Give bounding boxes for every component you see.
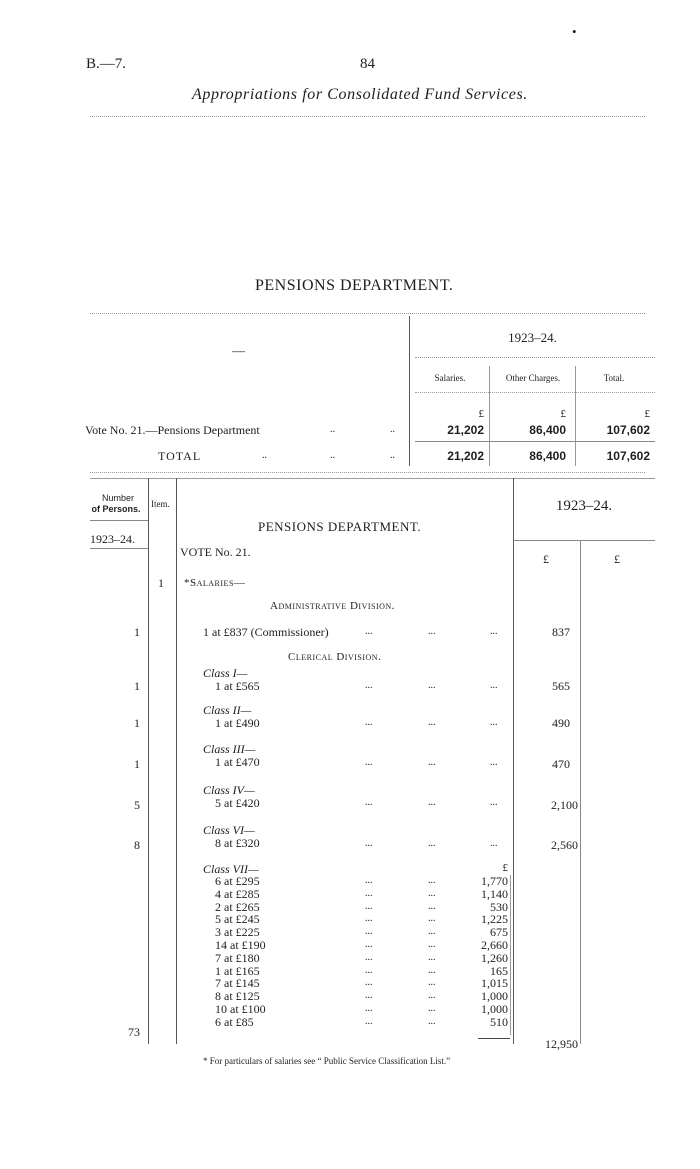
class-7-row-amount: 2,660 <box>481 938 508 952</box>
class-7-currency: £ <box>502 862 508 874</box>
hdr-of-persons: of Persons. <box>91 504 141 514</box>
class-4-dots-1: ... <box>365 797 373 808</box>
page-subtitle: Appropriations for Consolidated Fund Services. <box>192 86 528 103</box>
class-7-row-text: 7 at £145 <box>215 976 260 990</box>
detail-year-right: 1923–24. <box>555 498 613 514</box>
footnote: * For particulars of salaries see “ Public Service Classification List.” <box>203 1056 451 1066</box>
class-1-amount: 565 <box>552 679 570 693</box>
class-1-persons: 1 <box>134 679 140 693</box>
class-2-dots-1: ... <box>365 717 373 728</box>
class-2-text: 1 at £490 <box>215 716 260 730</box>
class-2-dots-2: ... <box>428 717 436 728</box>
item-number: 1 <box>158 576 164 590</box>
col-total-header: Total. <box>603 373 625 383</box>
class-4-text: 5 at £420 <box>215 796 260 810</box>
class-2-label: Class II— <box>203 703 252 717</box>
document-reference: B.—7. <box>86 56 127 72</box>
class-7-row-text: 7 at £180 <box>215 951 260 965</box>
class-7-row-dots: ... <box>428 901 436 912</box>
class-7-label: Class VII— <box>203 862 259 876</box>
class-6-amount: 2,560 <box>551 838 578 852</box>
class-7-row-dots: ... <box>365 901 373 912</box>
summary-total-rule <box>415 441 655 442</box>
class-4-persons: 5 <box>134 798 140 812</box>
detail-persons-header-rule <box>90 520 148 521</box>
class-7-row-amount: 510 <box>490 1015 508 1029</box>
class-7-row-text: 10 at £100 <box>215 1002 266 1016</box>
summary-col-rule <box>415 392 655 393</box>
detail-year-left-rule <box>90 548 148 549</box>
commissioner-dots-1: ... <box>365 626 373 637</box>
total-row-other: 86,400 <box>529 449 566 463</box>
class-7-row-text: 8 at £125 <box>215 989 260 1003</box>
col-pound-2: £ <box>614 552 620 566</box>
class-7-row-amount: 1,000 <box>481 989 508 1003</box>
class-3-amount: 470 <box>552 757 570 771</box>
class-6-dots-2: ... <box>428 838 436 849</box>
commissioner-dots-2: ... <box>428 626 436 637</box>
class-4-dots-2: ... <box>428 797 436 808</box>
class-7-total: 12,950 <box>545 1037 578 1051</box>
total-row-dots-3: .. <box>390 450 395 461</box>
class-2-dots-3: ... <box>490 717 498 728</box>
class-7-row-text: 4 at £285 <box>215 887 260 901</box>
class-1-label: Class I— <box>203 666 248 680</box>
class-1-dots-1: ... <box>365 680 373 691</box>
class-3-text: 1 at £470 <box>215 755 260 769</box>
class-7-row-dots: ... <box>428 990 436 1001</box>
class-7-row-amount: 1,225 <box>481 912 508 926</box>
class-1-dots-2: ... <box>428 680 436 691</box>
salaries-heading: *Salaries— <box>184 577 246 589</box>
class-7-row-amount: 530 <box>490 900 508 914</box>
total-row-dots-1: .. <box>262 450 267 461</box>
detail-col-persons-sep <box>148 478 149 1044</box>
class-7-row-dots: ... <box>365 1003 373 1014</box>
class-7-row-text: 14 at £190 <box>215 938 266 952</box>
class-7-row-dots: ... <box>428 952 436 963</box>
class-7-row-dots: ... <box>428 913 436 924</box>
class-7-row-dots: ... <box>428 926 436 937</box>
class-1-dots-3: ... <box>490 680 498 691</box>
col-salaries-header: Salaries. <box>434 373 466 383</box>
class-7-row-text: 3 at £225 <box>215 925 260 939</box>
clerical-division-heading: Clerical Division. <box>288 651 382 663</box>
vote-row-salaries: 21,202 <box>447 423 484 437</box>
vote-row-other: 86,400 <box>529 423 566 437</box>
total-row-dots-2: .. <box>330 450 335 461</box>
class-7-row-dots: ... <box>365 990 373 1001</box>
class-7-row-amount: 1,260 <box>481 951 508 965</box>
commissioner-text: 1 at £837 (Commissioner) <box>203 625 329 639</box>
class-7-persons: 73 <box>128 1025 140 1039</box>
class-7-row-amount: 1,000 <box>481 1002 508 1016</box>
vote-row-label: Vote No. 21.—Pensions Department <box>85 423 260 437</box>
class-3-dots-3: ... <box>490 757 498 768</box>
class-7-row-amount: 1,140 <box>481 887 508 901</box>
detail-year-left: 1923–24. <box>90 532 135 546</box>
vote-row-dots-1: .. <box>330 424 335 435</box>
hdr-number: Number <box>101 493 134 503</box>
class-7-row-dots: ... <box>365 939 373 950</box>
col-other-charges-header: Other Charges. <box>505 373 561 383</box>
detail-year-rule <box>513 540 655 541</box>
total-row-total: 107,602 <box>606 449 650 463</box>
class-7-row-dots: ... <box>365 875 373 886</box>
class-7-row-dots: ... <box>428 977 436 988</box>
hdr-item: Item. <box>151 499 170 509</box>
class-4-label: Class IV— <box>203 783 255 797</box>
class-2-amount: 490 <box>552 716 570 730</box>
other-currency: £ <box>560 408 566 420</box>
col-pound-1: £ <box>543 552 549 566</box>
class-7-row-text: 5 at £245 <box>215 912 260 926</box>
class-3-label: Class III— <box>203 742 256 756</box>
class-7-row-dots: ... <box>365 952 373 963</box>
salaries-currency: £ <box>478 408 484 420</box>
class-7-row-amount: 1,015 <box>481 976 508 990</box>
class-7-row-dots: ... <box>428 1016 436 1027</box>
class-2-persons: 1 <box>134 716 140 730</box>
class-7-row-amount: 1,770 <box>481 874 508 888</box>
class-4-amount: 2,100 <box>551 798 578 812</box>
class-6-dots-3: ... <box>490 838 498 849</box>
vote-heading: VOTE No. 21. <box>180 545 251 559</box>
class-6-text: 8 at £320 <box>215 836 260 850</box>
class-7-row-amount: 675 <box>490 925 508 939</box>
detail-col-pound-sep <box>580 540 581 1044</box>
class-7-row-dots: ... <box>428 965 436 976</box>
class-7-row-text: 1 at £165 <box>215 964 260 978</box>
class-7-row-dots: ... <box>365 977 373 988</box>
class-7-subcolumn-sep <box>510 875 511 1035</box>
summary-year-rule <box>415 357 655 358</box>
detail-title: PENSIONS DEPARTMENT. <box>258 519 422 534</box>
detail-top-rule <box>90 478 655 479</box>
vote-row-dots-2: .. <box>390 424 395 435</box>
vote-row-total: 107,602 <box>606 423 650 437</box>
commissioner-amount: 837 <box>552 625 570 639</box>
class-3-dots-1: ... <box>365 757 373 768</box>
summary-year: 1923–24. <box>508 330 557 345</box>
class-7-row-dots: ... <box>365 1016 373 1027</box>
class-7-row-dots: ... <box>428 1003 436 1014</box>
total-currency: £ <box>644 408 650 420</box>
class-7-row-text: 6 at £85 <box>215 1015 254 1029</box>
class-3-dots-2: ... <box>428 757 436 768</box>
class-7-row-dots: ... <box>365 965 373 976</box>
detail-col-item-sep <box>176 478 177 1044</box>
summary-dash: — <box>232 343 245 358</box>
total-row-salaries: 21,202 <box>447 449 484 463</box>
commissioner-persons: 1 <box>134 625 140 639</box>
class-7-row-dots: ... <box>365 888 373 899</box>
class-7-row-text: 2 at £265 <box>215 900 260 914</box>
commissioner-dots-3: ... <box>490 626 498 637</box>
total-row-label: TOTAL <box>158 449 202 463</box>
class-7-row-dots: ... <box>365 913 373 924</box>
class-1-text: 1 at £565 <box>215 679 260 693</box>
class-3-persons: 1 <box>134 757 140 771</box>
class-7-row-dots: ... <box>428 939 436 950</box>
header-rule <box>90 116 645 117</box>
class-7-row-amount: 165 <box>490 964 508 978</box>
class-7-row-dots: ... <box>428 875 436 886</box>
summary-bottom-rule <box>90 472 645 473</box>
summary-top-rule <box>90 313 645 314</box>
top-mark: • <box>572 24 577 39</box>
summary-title: PENSIONS DEPARTMENT. <box>255 277 454 294</box>
class-7-row-dots: ... <box>365 926 373 937</box>
class-6-persons: 8 <box>134 838 140 852</box>
class-4-dots-3: ... <box>490 797 498 808</box>
class-7-row-text: 6 at £295 <box>215 874 260 888</box>
class-7-subtotal-rule <box>478 1038 510 1039</box>
page-number: 84 <box>360 56 375 72</box>
class-7-row-dots: ... <box>428 888 436 899</box>
class-6-dots-1: ... <box>365 838 373 849</box>
admin-division-heading: Administrative Division. <box>270 600 395 612</box>
class-6-label: Class VI— <box>203 823 255 837</box>
